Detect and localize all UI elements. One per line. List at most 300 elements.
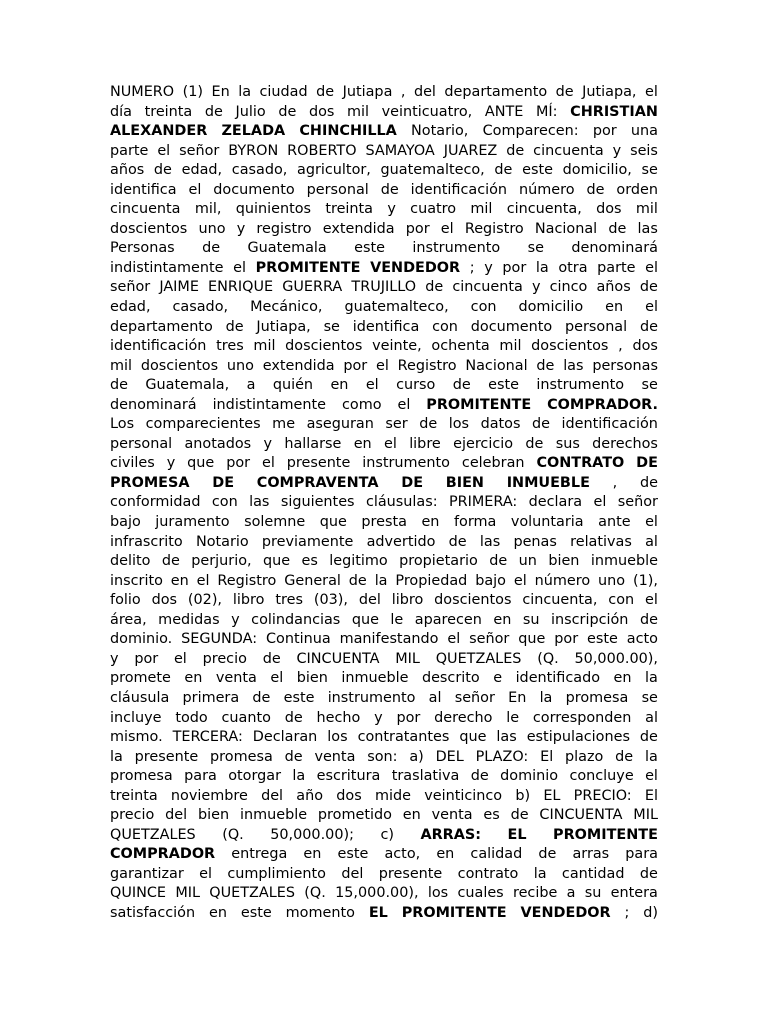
word: Jutiapa, [582, 84, 637, 100]
word: personal [564, 318, 628, 335]
word: el [199, 865, 212, 882]
word: de [425, 279, 444, 296]
word: inmueble [239, 807, 308, 824]
word: uno [198, 220, 226, 237]
word: folio [110, 592, 141, 609]
word: cuales [457, 885, 504, 902]
word: indistintamente [212, 396, 327, 413]
word: de [555, 84, 574, 100]
word: cuanto [221, 709, 271, 726]
word: cincuenta [533, 142, 604, 159]
word: mil [635, 201, 658, 218]
word: hecho [316, 709, 361, 726]
word: este [587, 631, 618, 648]
word: que [518, 631, 546, 648]
word: En [508, 689, 527, 706]
word: a) [409, 748, 424, 765]
word: concluye [569, 768, 634, 785]
word: TRUJILLO [351, 279, 417, 296]
word: la [539, 689, 553, 706]
word: JAIME [159, 279, 199, 296]
word: curso [396, 377, 436, 394]
word: que [459, 729, 487, 746]
word: de [153, 162, 172, 179]
word: recibe [512, 885, 558, 902]
word: instrumento [412, 240, 501, 257]
word: dos [336, 787, 362, 804]
word: ANTE [484, 103, 524, 120]
bold-word: DE [212, 474, 235, 491]
word: y [236, 220, 246, 237]
word: domicilio [518, 299, 584, 316]
word: se [641, 689, 658, 706]
word: el [645, 84, 658, 100]
word: por [226, 455, 251, 472]
document-line [110, 591, 658, 611]
word: arras [572, 846, 610, 863]
word: contrato [457, 865, 519, 882]
document-page [110, 83, 658, 924]
word: identificación [110, 338, 207, 355]
word: libre [409, 435, 441, 452]
bold-word: DE [401, 474, 424, 491]
bold-word: EL [368, 904, 388, 921]
word: NUMERO [110, 84, 175, 100]
word: por [396, 709, 421, 726]
word: CINCUENTA [539, 807, 623, 824]
word: la [535, 259, 549, 276]
word: previamente [261, 533, 354, 550]
word: el [593, 494, 607, 511]
word: Nacional [534, 220, 598, 237]
document-line [110, 630, 658, 650]
word: Julio [235, 103, 266, 120]
word: dominio. [110, 631, 173, 648]
word: la [110, 748, 123, 765]
word: MIL [633, 807, 658, 824]
word: este [337, 846, 369, 863]
word: quinientos [235, 201, 312, 218]
document-line [110, 278, 658, 298]
word: de [470, 768, 489, 785]
word: el [270, 670, 284, 687]
word: uno [226, 357, 254, 374]
word: la [292, 768, 306, 785]
word: de [615, 748, 634, 765]
word: de [639, 318, 658, 335]
word: Jutiapa, [256, 318, 311, 335]
word: le [390, 611, 404, 628]
word: documento [470, 318, 553, 335]
word: este [522, 162, 553, 179]
word: Jutiapa [342, 84, 393, 100]
word: veinticuatro, [381, 103, 473, 120]
word: en [303, 846, 322, 863]
word: al [645, 533, 658, 550]
word: denominará [110, 396, 197, 413]
word: inmueble [341, 670, 409, 687]
word: acto, [384, 846, 421, 863]
word: casado, [172, 299, 229, 316]
word: el [645, 299, 658, 316]
word: plazo [565, 748, 604, 765]
document-line [110, 200, 658, 220]
word: SEGUNDA: [181, 631, 258, 648]
word: perjurio, [191, 553, 252, 570]
word: número [519, 181, 575, 198]
word: casado, [231, 162, 288, 179]
word: El [540, 748, 554, 765]
word: inscripción [551, 611, 629, 628]
word: presente [286, 455, 351, 472]
word: cincuenta [452, 279, 523, 296]
word: con [432, 318, 458, 335]
document-line [110, 884, 658, 904]
word: el [440, 220, 454, 237]
word: las [479, 533, 501, 550]
document-line [110, 318, 658, 338]
word: forma [453, 514, 497, 531]
bold-word: VENDEDOR [370, 259, 461, 276]
word: en [330, 377, 349, 394]
word: de [639, 611, 658, 628]
word: como [341, 396, 382, 413]
bold-word: VENDEDOR [520, 904, 611, 921]
word: de [380, 181, 399, 198]
document-line [110, 669, 658, 689]
word: señor [110, 279, 151, 296]
word: PRIMERA: [448, 494, 518, 511]
word: b) [515, 787, 531, 804]
word: y [387, 201, 396, 218]
word: ROBERTO [287, 142, 357, 159]
bold-word: PROMITENTE [255, 259, 361, 276]
document-line [110, 611, 658, 631]
word: conformidad [110, 494, 201, 511]
word: Comparecen: [482, 123, 579, 140]
word: legitimo [329, 553, 388, 570]
word: TERCERA: [172, 729, 243, 746]
word: documento [213, 181, 295, 198]
word: para [625, 846, 658, 863]
word: venta [215, 670, 257, 687]
word: dos [632, 338, 658, 355]
word: registro [256, 220, 312, 237]
word: los [327, 729, 348, 746]
word: los [448, 416, 470, 433]
word: es [483, 807, 500, 824]
word: entera [610, 885, 658, 902]
word: (02), [187, 592, 223, 609]
word: cumplimiento [227, 865, 326, 882]
word: seis [630, 142, 658, 159]
word: corresponden [532, 709, 632, 726]
word: con [608, 592, 635, 609]
word: siguientes [280, 494, 355, 511]
word: ciudad [259, 84, 308, 100]
word: precio [110, 807, 155, 824]
word: datos [480, 416, 521, 433]
word: GUERRA [282, 279, 343, 296]
word: doscientos [285, 338, 363, 355]
word: inscrito [110, 572, 163, 589]
word: extendida [322, 220, 395, 237]
document-line [110, 337, 658, 357]
word: y [231, 611, 240, 628]
word: se [641, 377, 658, 394]
word: identificación [410, 181, 508, 198]
word: hallarse [284, 435, 342, 452]
word: contratantes [357, 729, 450, 746]
document-line [110, 493, 658, 513]
word: penas [513, 533, 557, 550]
word: ; [469, 259, 475, 276]
word: propietario [399, 553, 478, 570]
word: MÍ: [536, 103, 558, 120]
word: denominará [571, 240, 658, 257]
document-line [110, 122, 658, 142]
word: aparecen [414, 611, 482, 628]
word: de [489, 553, 508, 570]
word: Propiedad [395, 572, 468, 589]
word: venta [314, 748, 356, 765]
document-line [110, 220, 658, 240]
word: d) [643, 904, 658, 921]
bold-word: BIEN [445, 474, 484, 491]
document-line [110, 513, 658, 533]
bold-word: PROMITENTE [401, 904, 507, 921]
word: bien [296, 670, 328, 687]
word: treinta [144, 103, 193, 120]
word: cuatro [410, 201, 457, 218]
word: de [538, 846, 557, 863]
word: de [639, 865, 658, 882]
word: identificación [561, 416, 658, 433]
word: y [484, 259, 493, 276]
bold-word: DE [636, 455, 658, 472]
document-line [110, 103, 658, 123]
word: doscientos [110, 220, 188, 237]
word: cinco [549, 279, 588, 296]
word: , [618, 338, 623, 355]
word: que [187, 455, 215, 472]
word: civiles [110, 455, 155, 472]
word: del [341, 865, 364, 882]
word: de [448, 533, 467, 550]
document-line [110, 259, 658, 279]
word: de [225, 318, 244, 335]
document-line [110, 142, 658, 162]
document-line [110, 376, 658, 396]
word: y [263, 435, 272, 452]
word: su [584, 885, 602, 902]
word: edad, [110, 299, 151, 316]
word: se [641, 162, 658, 179]
word: en [184, 670, 203, 687]
word: una [630, 123, 658, 140]
bold-word: PROMITENTE [426, 396, 532, 413]
word: delito [110, 553, 151, 570]
word: , [400, 84, 406, 100]
word: Registro [217, 572, 277, 589]
word: el [384, 435, 397, 452]
bold-word: ZELADA [221, 123, 286, 140]
word: de [348, 572, 367, 589]
word: en [436, 846, 455, 863]
word: por [592, 123, 617, 140]
word: al [428, 689, 442, 706]
word: de [262, 650, 281, 667]
word: promesa [565, 689, 629, 706]
document-line [110, 572, 658, 592]
word: c) [380, 826, 394, 843]
word: treinta [110, 787, 158, 804]
word: en [209, 904, 227, 921]
word: instrumento [327, 689, 416, 706]
word: el [365, 377, 379, 394]
document-line [110, 826, 658, 846]
word: en [613, 670, 632, 687]
word: Guatemala, [145, 377, 230, 394]
word: uno [598, 572, 626, 589]
word: presta [361, 514, 407, 531]
bold-word: EL [507, 826, 527, 843]
word: este [488, 377, 519, 394]
word: de [419, 416, 438, 433]
word: voluntaria [510, 514, 584, 531]
word: advertido [366, 533, 436, 550]
word: en [402, 807, 421, 824]
word: colindancias [251, 611, 341, 628]
document-line [110, 650, 658, 670]
word: mismo. [110, 729, 163, 746]
word: Notario, [411, 123, 469, 140]
word: en [605, 299, 624, 316]
word: y [374, 709, 383, 726]
word: (1), [632, 572, 658, 589]
word: son: [367, 748, 398, 765]
word: DEL [435, 748, 464, 765]
word: el [233, 259, 246, 276]
word: personas [592, 357, 658, 374]
word: ENRIQUE [208, 279, 274, 296]
word: estipulaciones [526, 729, 630, 746]
word: promete [110, 670, 171, 687]
word: este [240, 904, 272, 921]
word: el [447, 631, 461, 648]
word: venta [431, 807, 473, 824]
word: por [134, 650, 159, 667]
word: entrega [231, 846, 288, 863]
document-line [110, 689, 658, 709]
document-line [110, 161, 658, 181]
word: QUETZALES [435, 650, 522, 667]
word: quién [272, 377, 314, 394]
bold-word: COMPRADOR. [547, 396, 658, 413]
bold-word: PROMESA [110, 474, 190, 491]
word: 50,000.00); [270, 826, 354, 843]
word: dos [596, 201, 622, 218]
word: de [586, 181, 605, 198]
word: Declaran [252, 729, 318, 746]
word: personal [306, 181, 369, 198]
word: instrumento [536, 377, 625, 394]
word: 50,000.00), [574, 650, 658, 667]
word: el [157, 142, 171, 159]
word: , [612, 474, 618, 491]
word: el [196, 572, 210, 589]
word: mil [110, 357, 133, 374]
word: la [374, 572, 388, 589]
word: solemne [244, 514, 306, 531]
word: la [238, 84, 252, 100]
word: medidas [158, 611, 220, 628]
word: calidad [470, 846, 523, 863]
word: ; [624, 904, 630, 921]
word: cantidad [561, 865, 625, 882]
word: señor [179, 142, 220, 159]
word: momento [285, 904, 355, 921]
word: del [165, 807, 188, 824]
word: se [323, 318, 340, 335]
word: declara [528, 494, 583, 511]
document-line [110, 83, 658, 103]
word: El [644, 787, 658, 804]
word: de [608, 220, 627, 237]
word: identifica [352, 318, 420, 335]
word: dos [151, 592, 177, 609]
word: que [262, 553, 291, 570]
bold-word: CHINCHILLA [299, 123, 397, 140]
word: guatemalteco, [344, 299, 449, 316]
word: parte [597, 259, 636, 276]
word: QUETZALES [209, 885, 295, 902]
word: QUINCE [110, 885, 167, 902]
word: ejercicio [453, 435, 514, 452]
word: a [566, 885, 576, 902]
word: de [252, 689, 271, 706]
word: identificado [515, 670, 601, 687]
word: descrito [421, 670, 480, 687]
word: y [110, 650, 119, 667]
word: es [301, 553, 318, 570]
word: domicilio, [562, 162, 632, 179]
word: satisfacción [110, 904, 196, 921]
word: Guatemala [247, 240, 327, 257]
word: el [645, 514, 658, 531]
word: de [161, 553, 180, 570]
word: Notario [195, 533, 249, 550]
word: las [249, 494, 270, 511]
word: la [645, 748, 658, 765]
word: incluye [110, 709, 162, 726]
word: por [343, 357, 368, 374]
word: señor [617, 494, 658, 511]
word: (Q. [537, 650, 559, 667]
word: personal [110, 435, 173, 452]
word: comparecientes [145, 416, 261, 433]
word: instrumento [362, 455, 450, 472]
word: sus [555, 435, 580, 452]
document-line [110, 533, 658, 553]
word: garantizar [110, 865, 184, 882]
word: ante [598, 514, 631, 531]
document-line [110, 845, 658, 865]
word: los [427, 885, 449, 902]
word: (Q. [304, 885, 326, 902]
word: mil [253, 338, 276, 355]
word: Nacional [465, 357, 528, 374]
